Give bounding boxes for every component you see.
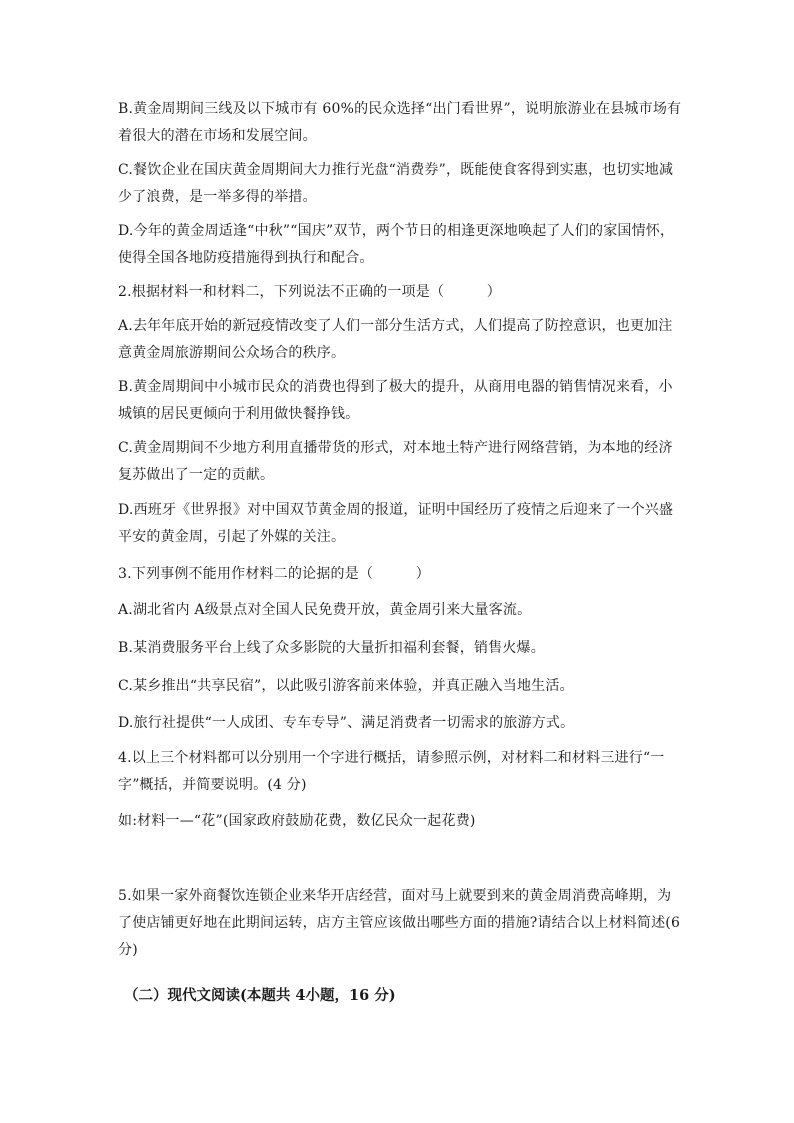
q4-example: 如:材料一—“花”(国家政府鼓励花费，数亿民众一起花费) bbox=[118, 813, 476, 829]
q2-option-a: A.去年年底开始的新冠疫情改变了人们一部分生活方式，人们提高了防控意识，也更加注意黄金周旅游期间公众场合的秩序。 bbox=[118, 318, 673, 361]
q1-option-b: B.黄金周期间三线及以下城市有 60%的民众选择“出门看世界”，说明旅游业在县城市场有着很大的潜在市场和发展空间。 bbox=[118, 101, 682, 144]
section-heading-modern-reading: （二）现代文阅读(本题共 4小题，16 分) bbox=[124, 987, 396, 1004]
q3-option-b: B.某消费服务平台上线了众多影院的大量折扣福利套餐，销售火爆。 bbox=[118, 640, 545, 656]
q2-option-b: B.黄金周期间中小城市民众的消费也得到了极大的提升，从商用电器的销售情况来看，小城镇的居民更倾向于利用做快餐挣钱。 bbox=[118, 379, 673, 422]
q5-stem: 5.如果一家外商餐饮连锁企业来华开店经营，面对马上就要到来的黄金周消费高峰期，为了使店铺更好地在此期间运转，店方主管应该做出哪些方面的措施?请结合以上材料简述(6分) bbox=[118, 888, 681, 958]
q3-option-d: D.旅行社提供“一人成团、专车专导”、满足消费者一切需求的旅游方式。 bbox=[118, 715, 575, 731]
q2-option-d: D.西班牙《世界报》对中国双节黄金周的报道，证明中国经历了疫情之后迎来了一个兴盛平安的黄金周，引起了外媒的关注。 bbox=[118, 502, 674, 545]
q3-stem: 3.下列事例不能用作材料二的论据的是（ ） bbox=[118, 566, 430, 582]
q3-option-a: A.湖北省内 A级景点对全国人民免费开放，黄金周引来大量客流。 bbox=[118, 602, 532, 618]
q1-option-c: C.餐饮企业在国庆黄金周期间大力推行光盘“消费券”，既能使食客得到实惠，也切实地减少了浪费，是一举多得的举措。 bbox=[118, 162, 674, 205]
q2-option-c: C.黄金周期间不少地方利用直播带货的形式，对本地土特产进行网络营销，为本地的经济复苏做出了一定的贡献。 bbox=[118, 440, 673, 483]
q1-option-d: D.今年的黄金周适逢“中秋”“国庆”双节，两个节日的相逢更深地唤起了人们的家国情怀，使得全国各地防疫措施得到执行和配合。 bbox=[118, 223, 675, 266]
q3-option-c: C.某乡推出“共享民宿”，以此吸引游客前来体验，并真正融入当地生活。 bbox=[118, 678, 574, 694]
q4-stem: 4.以上三个材料都可以分别用一个字进行概括，请参照示例，对材料二和材料三进行“一字”概括，并简要说明。(4 分) bbox=[118, 750, 665, 793]
q2-stem: 2.根据材料一和材料二，下列说法不正确的一项是（ ） bbox=[118, 284, 501, 300]
